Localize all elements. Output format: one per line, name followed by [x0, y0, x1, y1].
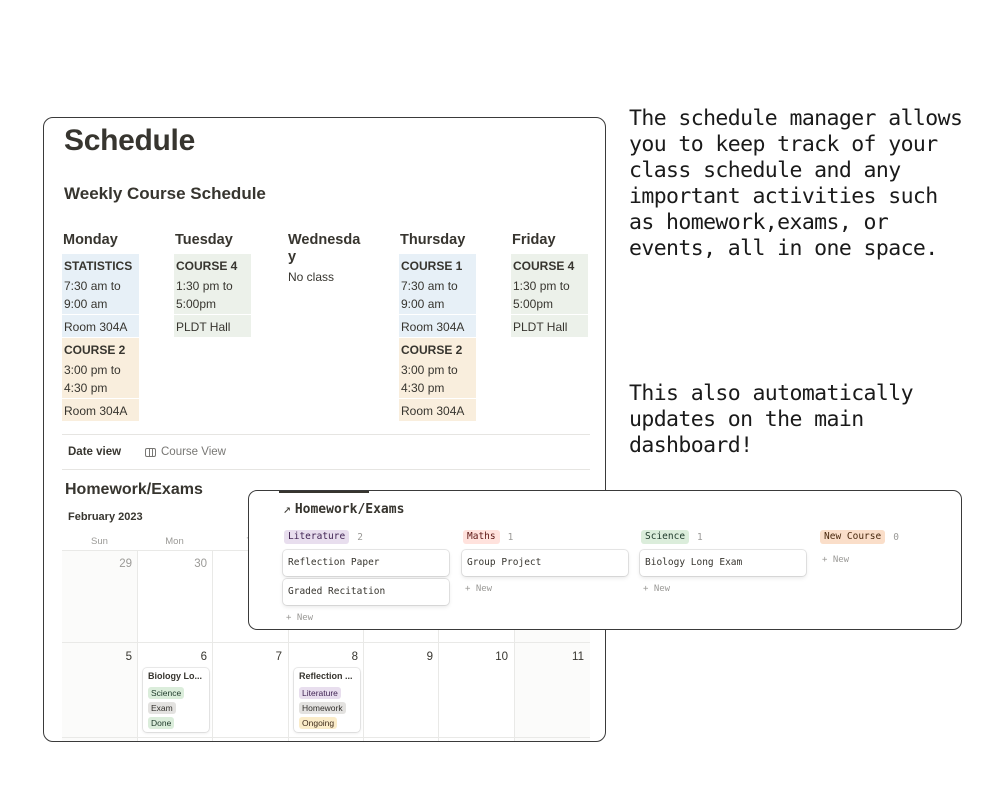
day-column-tuesday [174, 232, 254, 337]
tab-label: Date view [68, 446, 122, 458]
event-title: Reflection ... [299, 671, 353, 681]
class-time: 7:30 am to 9:00 am [399, 276, 476, 314]
class-code[interactable]: COURSE 2 [399, 338, 476, 360]
class-room: Room 304A [62, 399, 139, 421]
day-column-monday [62, 232, 142, 421]
group-tag[interactable]: New Course [820, 530, 885, 544]
class-time: 1:30 pm to 5:00pm [174, 276, 251, 314]
class-room: Room 304A [399, 315, 476, 337]
class-code[interactable]: COURSE 4 [174, 254, 251, 276]
date-number[interactable]: 8 [351, 651, 358, 663]
group-count: 1 [697, 531, 703, 543]
board-group-maths [463, 530, 513, 544]
calendar-month: February 2023 [68, 511, 143, 523]
class-code[interactable]: COURSE 1 [399, 254, 476, 276]
homework-exams-title[interactable]: Homework/Exams [65, 481, 203, 498]
event-card[interactable] [294, 668, 360, 732]
group-tag[interactable]: Maths [463, 530, 500, 544]
board-card[interactable]: Group Project [462, 550, 628, 576]
arrow-up-right-icon: ↗ [283, 502, 291, 517]
board-title[interactable] [283, 502, 404, 517]
class-time: 7:30 am to 9:00 am [62, 276, 139, 314]
new-card-button[interactable]: + New [465, 584, 493, 594]
type-tag: Exam [148, 702, 176, 714]
date-number[interactable]: 7 [275, 651, 282, 663]
date-number[interactable]: 30 [194, 558, 207, 570]
new-card-button[interactable]: + New [286, 613, 314, 623]
weekday-header: Mon [165, 536, 184, 547]
board-group-new-course [820, 530, 899, 544]
board-group-literature [284, 530, 363, 544]
board-card[interactable]: Biology Long Exam [640, 550, 806, 576]
day-name: Monday [63, 232, 118, 248]
day-column-friday [511, 232, 591, 337]
date-number[interactable]: 29 [119, 558, 132, 570]
class-time: 3:00 pm to 4:30 pm [62, 360, 139, 398]
date-number[interactable]: 6 [200, 651, 207, 663]
board-columns-icon [145, 448, 156, 457]
group-tag[interactable]: Science [641, 530, 689, 544]
type-tag: Homework [299, 702, 346, 714]
schedule-window [43, 117, 606, 742]
event-title: Biology Lo... [148, 671, 202, 681]
day-column-wednesday [287, 232, 367, 284]
group-count: 2 [357, 531, 363, 543]
day-name: Thursday [400, 232, 466, 248]
no-class-note: No class [288, 270, 335, 284]
new-card-button[interactable]: + New [643, 584, 671, 594]
day-name: Tuesday [175, 232, 233, 248]
class-time: 1:30 pm to 5:00pm [511, 276, 588, 314]
grid-line [62, 737, 590, 738]
class-room: Room 304A [62, 315, 139, 337]
subject-tag: Literature [299, 687, 341, 699]
group-count: 0 [893, 531, 899, 543]
class-code[interactable]: COURSE 2 [62, 338, 139, 360]
group-tag[interactable]: Literature [284, 530, 349, 544]
weekly-schedule-heading: Weekly Course Schedule [64, 184, 266, 203]
subject-tag: Science [148, 687, 184, 699]
grid-line [62, 642, 590, 643]
homework-board-popup [248, 490, 962, 630]
tab-date-view[interactable] [68, 446, 121, 458]
date-number[interactable]: 11 [572, 651, 584, 663]
class-code[interactable]: COURSE 4 [511, 254, 588, 276]
weekend-column [62, 551, 137, 742]
weekday-header: Sun [91, 536, 108, 547]
group-count: 1 [507, 531, 514, 543]
tab-course-view[interactable] [145, 446, 226, 458]
grid-line [137, 550, 138, 742]
board-group-science [641, 530, 703, 544]
description-paragraph: The schedule manager allows you to keep track of your class schedule and any important activities such as homework,exams, or events, all in one space. [629, 106, 963, 261]
event-card[interactable] [143, 668, 209, 732]
status-tag: Done [148, 717, 174, 729]
divider [62, 469, 590, 470]
page-title: Schedule [64, 124, 195, 157]
divider [62, 434, 590, 435]
description-paragraph: This also automatically updates on the main dashboard! [629, 381, 913, 458]
active-tab-indicator [279, 491, 369, 493]
day-column-thursday [399, 232, 479, 421]
class-room: PLDT Hall [511, 315, 588, 337]
day-name: Wednesday [288, 232, 361, 265]
grid-line [212, 550, 213, 742]
status-tag: Ongoing [299, 717, 337, 729]
date-number[interactable]: 5 [125, 651, 132, 663]
board-card[interactable]: Reflection Paper [283, 550, 449, 576]
date-number[interactable]: 9 [426, 651, 433, 663]
board-title-text: Homework/Exams [294, 502, 405, 517]
board-card[interactable]: Graded Recitation [283, 579, 449, 605]
weekly-schedule [62, 232, 592, 432]
tab-label: Course View [161, 446, 226, 458]
class-room: Room 304A [399, 399, 476, 421]
date-number[interactable]: 10 [495, 651, 508, 663]
class-code[interactable]: STATISTICS [62, 254, 139, 276]
class-room: PLDT Hall [174, 315, 251, 337]
new-card-button[interactable]: + New [822, 555, 850, 565]
class-time: 3:00 pm to 4:30 pm [399, 360, 476, 398]
day-name: Friday [512, 232, 556, 248]
